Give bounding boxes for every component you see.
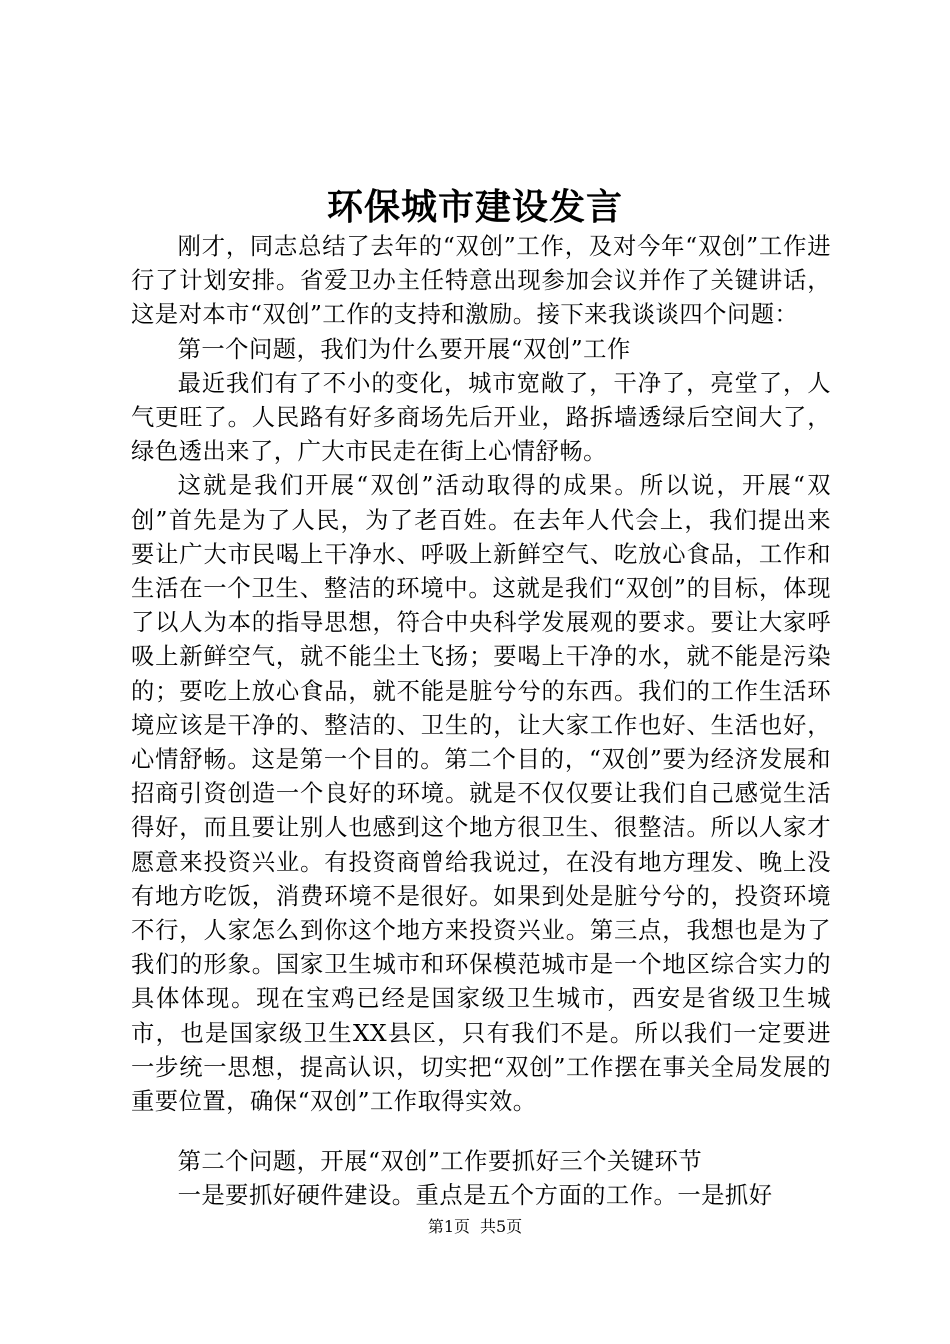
document-title: 环保城市建设发言 [326,186,623,228]
page-number-current: 第1页 [427,1217,470,1236]
paragraph-recent-changes: 最近我们有了不小的变化，城市宽敞了，干净了，亮堂了，人气更旺了。人民路有好多商场先后开业，路拆墙透绿后空间大了，绿色透出来了，广大市民走在街上心情舒畅。 [131,369,831,466]
document-body [131,230,831,1214]
page-footer [0,1216,950,1238]
paragraph-heading-question-one: 第一个问题，我们为什么要开展“双创”工作 [177,335,631,363]
page-number-total: 共5页 [480,1217,523,1236]
paragraph-heading-question-two: 第二个问题，开展“双创”工作要抓好三个关键环节 [177,1148,703,1176]
paragraph-purpose: 这就是我们开展“双创”活动取得的成果。所以说，开展“双创”首先是为了人民，为了老百姓。在去年人代会上，我们提出来要让广大市民喝上干净水、呼吸上新鲜空气、吃放心食品，工作和生活在一个卫生、整洁的环境中。这就是我们“双创”的目标，体现了以人为本的指导思想，符合中央科学发展观的要求。要让大家呼吸上新鲜空气，就不能尘土飞扬；要喝上干净的水，就不能是污染的；要吃上放心食品，就不能是脏兮兮的东西。我们的工作生活环境应该是干净的、整洁的、卫生的，让大家工作也好、生活也好，心情舒畅。这是第一个目的。第二个目的，“双创”要为经济发展和招商引资创造一个良好的环境。就是不仅仅要让我们自己感觉生活得好，而且要让别人也感到这个地方很卫生、很整洁。所以人家才愿意来投资兴业。有投资商曾给我说过，在没有地方理发、晚上没有地方吃饭，消费环境不是很好。如果到处是脏兮兮的，投资环境不行，人家怎么到你这个地方来投资兴业。第三点，我想也是为了我们的形象。国家卫生城市和环保模范城市是一个地区综合实力的具体体现。现在宝鸡已经是国家级卫生城市，西安是省级卫生城市，也是国家级卫生XX县区，只有我们不是。所以我们一定要进一步统一思想，提高认识，切实把“双创”工作摆在事关全局发展的重要位置，确保“双创”工作取得实效。 [131,472,831,1116]
paragraph-hardware-construction: 一是要抓好硬件建设。重点是五个方面的工作。一是抓好 [177,1182,773,1210]
paragraph-intro: 刚才，同志总结了去年的“双创”工作，及对今年“双创”工作进行了计划安排。省爱卫办主任特意出现参加会议并作了关键讲话，这是对本市“双创”工作的支持和激励。接下来我谈谈四个问题： [131,233,831,329]
